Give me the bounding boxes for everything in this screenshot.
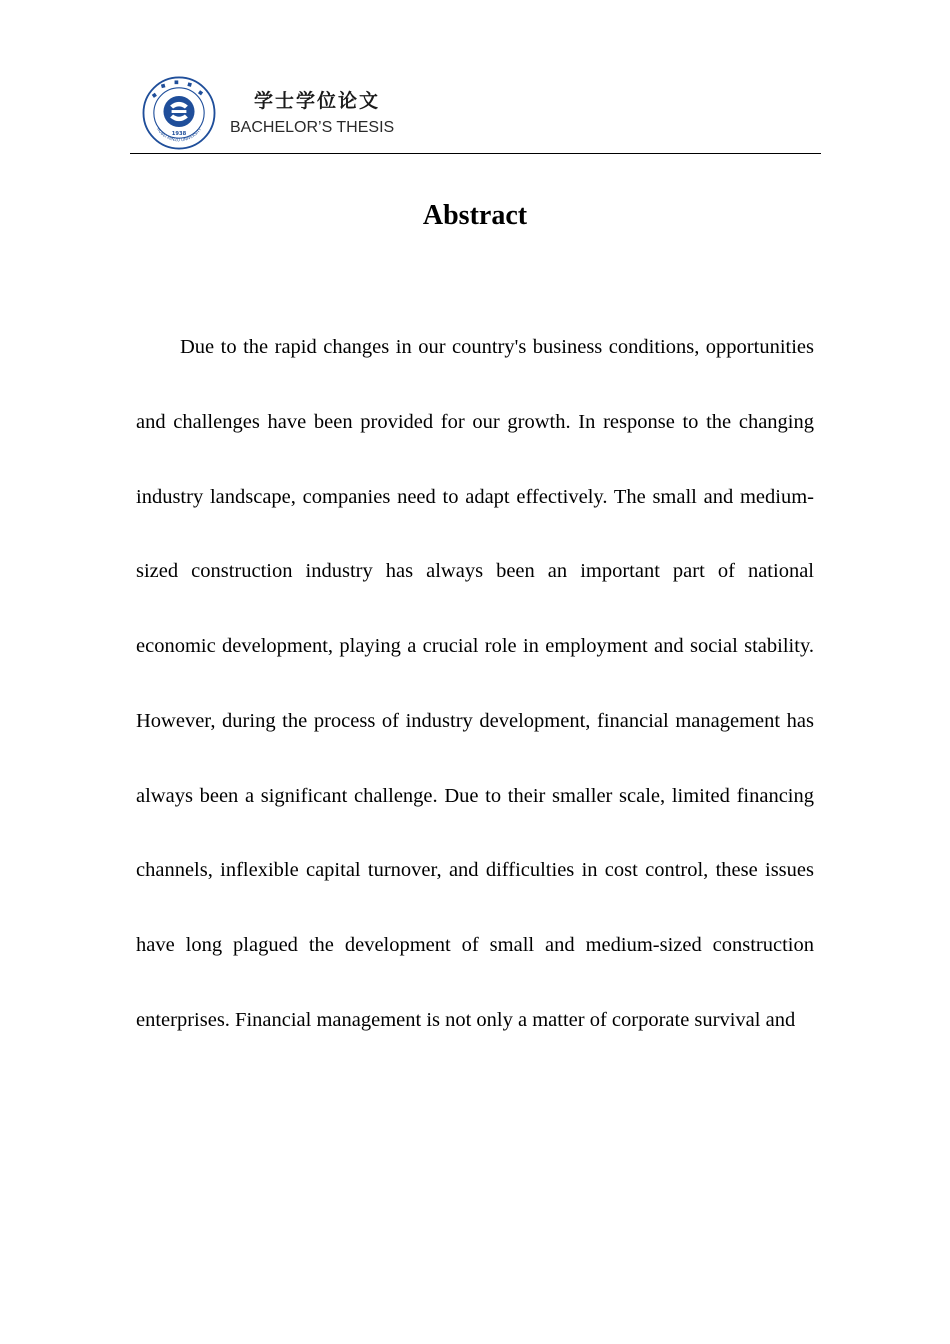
thesis-title-chinese: 学士学位论文 (254, 90, 381, 112)
seal-text: HUBEI MINZU UNIVERSITY (155, 126, 203, 143)
page-title: Abstract (422, 200, 528, 231)
page-header (130, 70, 820, 153)
thesis-title-english: BACHELOR’S THESIS (230, 119, 395, 136)
abstract-paragraph: Due to the rapid changes in our country's business conditions, opportunities and challenges have been provided for our growth. In response to the changing industry landscape, companies need to adapt effectively. The small and medium-sized construction industry has always been an important part of national economic development, playing a crucial role in employment and social stability. However, during the process of industry development, financial management has always been a significant challenge. Due to their smaller scale, limited financing channels, inflexible capital turnover, and difficulties in cost control, these issues have long plagued the development of small and medium-sized construction enterprises. Financial management is not only a matter of corporate survival and (136, 336, 814, 1031)
header-divider (130, 153, 821, 154)
seal-year: 1938 (171, 131, 187, 138)
university-seal-icon (142, 76, 216, 150)
